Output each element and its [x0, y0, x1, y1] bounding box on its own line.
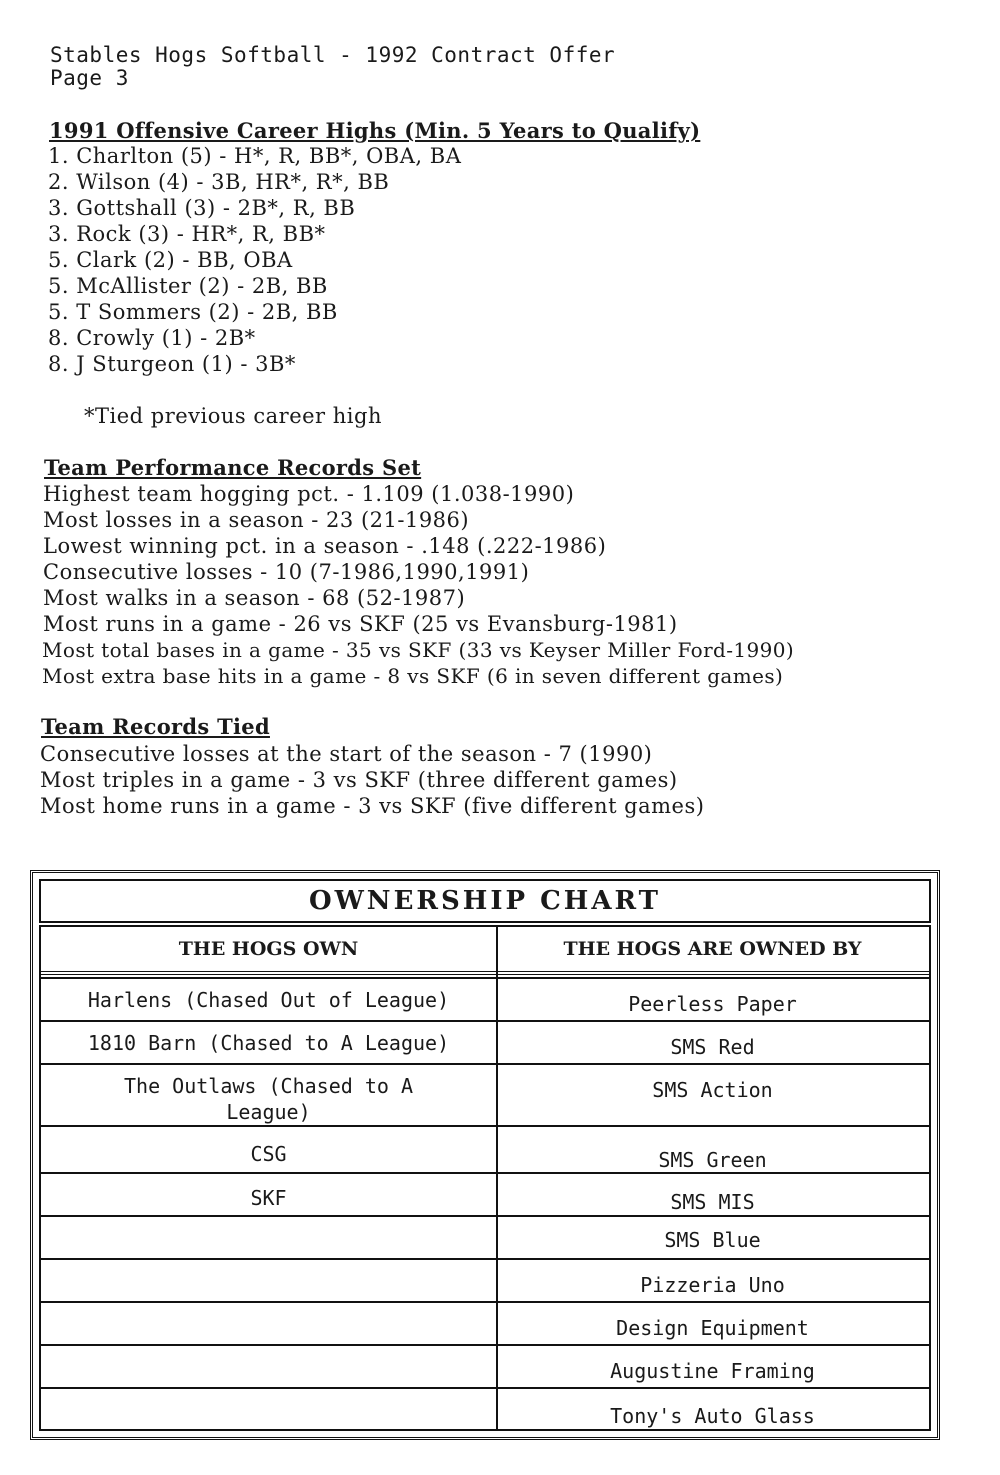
- chart-title: OWNERSHIP CHART: [39, 879, 931, 923]
- table-row: [41, 1387, 929, 1428]
- list-item: Most runs in a game - 26 vs SKF (25 vs Evansburg-1981): [43, 612, 678, 636]
- list-item: Most home runs in a game - 3 vs SKF (five different games): [40, 794, 705, 818]
- table-row: [41, 1215, 929, 1252]
- table-cell: CSG: [250, 1142, 287, 1166]
- list-item: Most extra base hits in a game - 8 vs SKF (6 in seven different games): [42, 664, 784, 688]
- list-item: Highest team hogging pct. - 1.109 (1.038-1990): [43, 482, 575, 506]
- list-item: 5. Clark (2) - BB, OBA: [48, 248, 293, 272]
- table-row: [41, 1258, 929, 1297]
- list-item: 8. Crowly (1) - 2B*: [48, 326, 256, 350]
- list-item: 2. Wilson (4) - 3B, HR*, R*, BB: [48, 170, 390, 194]
- list-item: Most total bases in a game - 35 vs SKF (33 vs Keyser Miller Ford-1990): [42, 638, 795, 662]
- records-tied-heading: Team Records Tied: [41, 714, 270, 739]
- list-item: 5. T Sommers (2) - 2B, BB: [48, 300, 338, 324]
- table-row: [41, 1301, 929, 1340]
- document-title: Stables Hogs Softball - 1992 Contract Offer: [50, 43, 616, 67]
- table-cell: SMS Red: [670, 1035, 755, 1059]
- ownership-table: [39, 925, 931, 1431]
- list-item: Most walks in a season - 68 (52-1987): [43, 586, 466, 610]
- list-item: Consecutive losses at the start of the season - 7 (1990): [40, 742, 653, 766]
- list-item: 3. Rock (3) - HR*, R, BB*: [48, 222, 326, 246]
- table-cell: Peerless Paper: [628, 992, 797, 1016]
- table-cell: SMS Green: [658, 1148, 767, 1172]
- table-row: [41, 1020, 929, 1059]
- table-cell: The Outlaws (Chased to A League): [124, 1074, 413, 1124]
- column-header-hogs-own: THE HOGS OWN: [41, 927, 496, 975]
- table-cell: Augustine Framing: [610, 1359, 815, 1383]
- list-item: 3. Gottshall (3) - 2B*, R, BB: [48, 196, 356, 220]
- table-cell: SKF: [250, 1186, 287, 1210]
- list-item: Most triples in a game - 3 vs SKF (three different games): [40, 768, 678, 792]
- table-cell: Pizzeria Uno: [640, 1273, 785, 1297]
- list-item: Lowest winning pct. in a season - .148 (.222-1986): [43, 534, 607, 558]
- table-cell: SMS MIS: [670, 1190, 755, 1214]
- list-item: 1. Charlton (5) - H*, R, BB*, OBA, BA: [48, 144, 462, 168]
- list-item: Most losses in a season - 23 (21-1986): [43, 508, 470, 532]
- column-header-owned-by: THE HOGS ARE OWNED BY: [496, 927, 929, 975]
- table-row: [41, 1063, 929, 1124]
- table-row: [41, 1125, 929, 1172]
- table-cell: SMS Action: [652, 1078, 773, 1102]
- list-item: 5. McAllister (2) - 2B, BB: [48, 274, 328, 298]
- table-cell: 1810 Barn (Chased to A League): [87, 1031, 450, 1055]
- career-highs-heading: 1991 Offensive Career Highs (Min. 5 Years to Qualify): [49, 118, 701, 143]
- list-item: 8. J Sturgeon (1) - 3B*: [48, 352, 296, 376]
- records-set-heading: Team Performance Records Set: [44, 455, 422, 480]
- table-row: [41, 977, 929, 1016]
- page-number: Page 3: [50, 66, 129, 90]
- table-cell: Harlens (Chased Out of League): [87, 988, 450, 1012]
- table-cell: Design Equipment: [616, 1316, 809, 1340]
- table-cell: SMS Blue: [664, 1228, 761, 1252]
- table-row: [41, 1172, 929, 1214]
- footnote: *Tied previous career high: [84, 404, 382, 428]
- table-row: [41, 1344, 929, 1383]
- list-item: Consecutive losses - 10 (7-1986,1990,1991): [43, 560, 530, 584]
- table-cell: Tony's Auto Glass: [610, 1404, 815, 1428]
- ownership-chart: [30, 870, 940, 1440]
